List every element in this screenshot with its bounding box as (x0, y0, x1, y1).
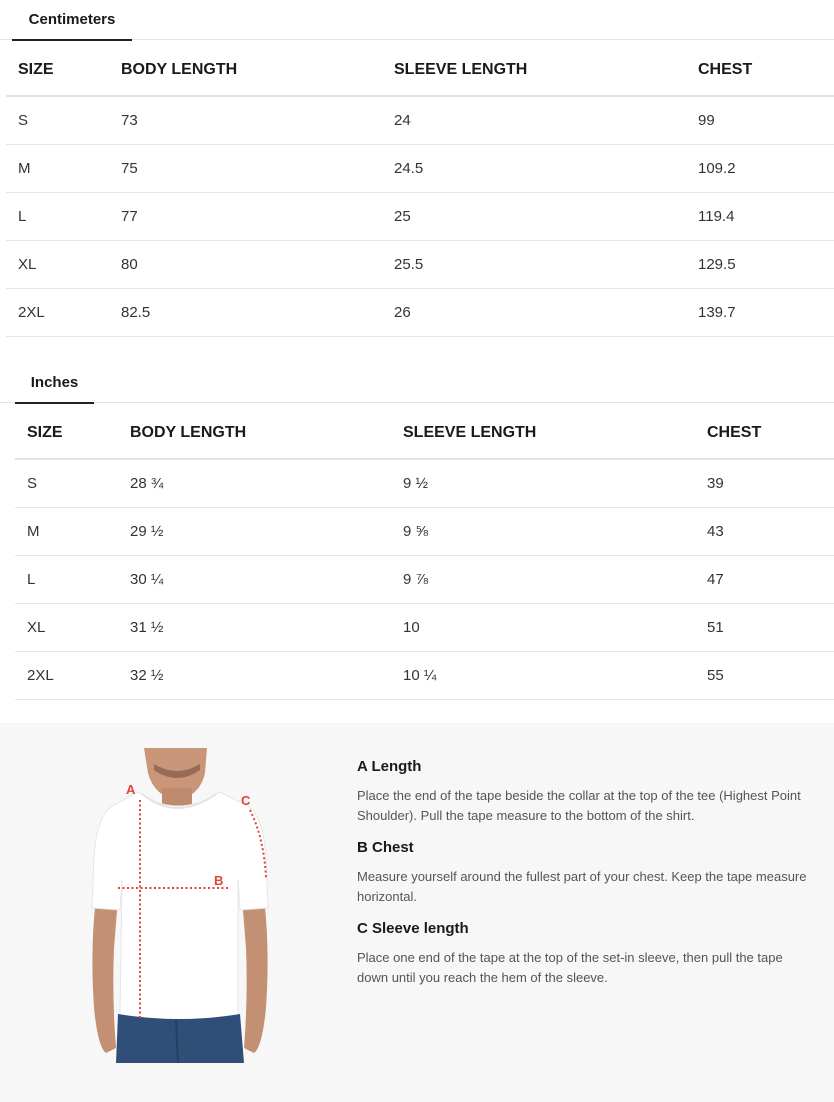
cell-chest: 47 (707, 556, 834, 604)
table-row (15, 508, 834, 556)
header-body-length: BODY LENGTH (121, 45, 394, 96)
cell-sleeve-length: 24 (394, 96, 698, 145)
cell-size: 2XL (6, 289, 121, 337)
cell-body-length: 29 ½ (130, 508, 403, 556)
table-header-row (6, 45, 834, 96)
cell-sleeve-length: 26 (394, 289, 698, 337)
length-description: Place the end of the tape beside the collar at the top of the tee (Highest Point Shoulder). Pull the tape measure to the bottom of the shirt. (357, 788, 801, 823)
cell-chest: 109.2 (698, 145, 834, 193)
cell-body-length: 73 (121, 96, 394, 145)
cell-chest: 129.5 (698, 241, 834, 289)
cell-size: L (15, 556, 130, 604)
marker-b-label: B (214, 873, 224, 888)
cell-size: M (6, 145, 121, 193)
tab-inches[interactable]: Inches (15, 368, 94, 404)
header-body-length: BODY LENGTH (130, 408, 403, 459)
cell-body-length: 31 ½ (130, 604, 403, 652)
cell-sleeve-length: 24.5 (394, 145, 698, 193)
cm-size-table (6, 45, 834, 337)
header-sleeve-length: SLEEVE LENGTH (403, 408, 707, 459)
cell-body-length: 75 (121, 145, 394, 193)
measurement-guide (0, 723, 834, 1102)
cell-chest: 43 (707, 508, 834, 556)
header-sleeve-length: SLEEVE LENGTH (394, 45, 698, 96)
cell-body-length: 28 ¾ (130, 459, 403, 508)
cell-body-length: 77 (121, 193, 394, 241)
chest-title: B Chest (357, 839, 414, 856)
table-row (6, 241, 834, 289)
cell-chest: 39 (707, 459, 834, 508)
chest-description: Measure yourself around the fullest part of your chest. Keep the tape measure horizontal. (357, 869, 807, 904)
cell-size: M (15, 508, 130, 556)
table-row (15, 652, 834, 700)
measurement-instructions (357, 758, 817, 1001)
cell-chest: 139.7 (698, 289, 834, 337)
header-size: SIZE (15, 408, 130, 459)
cell-size: 2XL (15, 652, 130, 700)
cell-body-length: 30 ¼ (130, 556, 403, 604)
header-chest: CHEST (707, 408, 834, 459)
table-row (6, 193, 834, 241)
cell-sleeve-length: 10 (403, 604, 707, 652)
cell-chest: 119.4 (698, 193, 834, 241)
cell-size: XL (15, 604, 130, 652)
table-row (6, 289, 834, 337)
table-header-row (15, 408, 834, 459)
cell-size: XL (6, 241, 121, 289)
cell-body-length: 32 ½ (130, 652, 403, 700)
cell-chest: 55 (707, 652, 834, 700)
tab-centimeters[interactable]: Centimeters (12, 5, 132, 41)
table-row (6, 145, 834, 193)
cell-sleeve-length: 10 ¼ (403, 652, 707, 700)
table-row (6, 96, 834, 145)
cell-chest: 51 (707, 604, 834, 652)
table-row (15, 604, 834, 652)
cell-body-length: 80 (121, 241, 394, 289)
table-row (15, 556, 834, 604)
marker-a-label: A (126, 782, 136, 797)
cell-size: S (6, 96, 121, 145)
cell-size: L (6, 193, 121, 241)
cell-sleeve-length: 9 ½ (403, 459, 707, 508)
sleeve-title: C Sleeve length (357, 920, 469, 937)
cm-tab-row (0, 0, 834, 40)
cell-size: S (15, 459, 130, 508)
length-title: A Length (357, 758, 422, 775)
inches-size-table (15, 408, 834, 700)
header-chest: CHEST (698, 45, 834, 96)
cell-body-length: 82.5 (121, 289, 394, 337)
header-size: SIZE (6, 45, 121, 96)
sleeve-description: Place one end of the tape at the top of the set-in sleeve, then pull the tape down until you reach the hem of the sleeve. (357, 950, 783, 985)
table-row (15, 459, 834, 508)
cell-sleeve-length: 9 ⅝ (403, 508, 707, 556)
cell-sleeve-length: 25 (394, 193, 698, 241)
inches-tab-row (0, 363, 834, 403)
cell-sleeve-length: 25.5 (394, 241, 698, 289)
marker-c-label: C (241, 793, 251, 808)
cell-sleeve-length: 9 ⅞ (403, 556, 707, 604)
tshirt-model-figure (80, 748, 280, 1063)
cell-chest: 99 (698, 96, 834, 145)
